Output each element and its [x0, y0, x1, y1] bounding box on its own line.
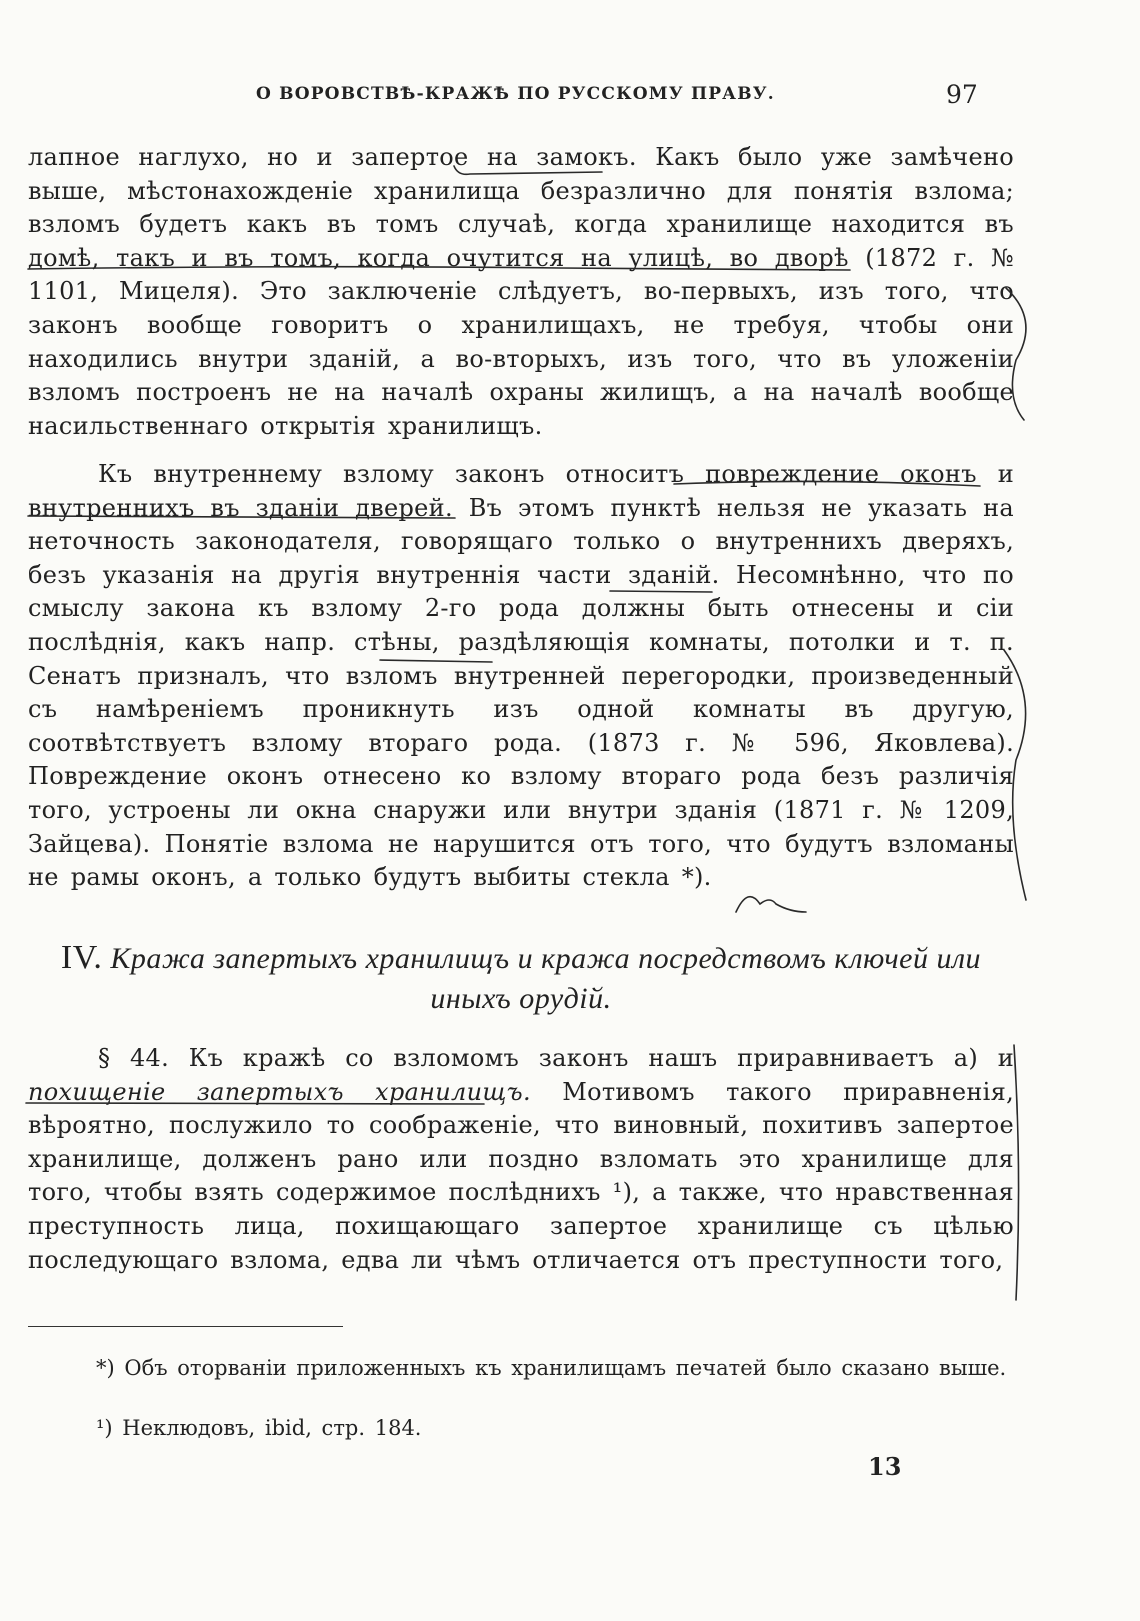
paragraph-2: Къ внутреннему взлому законъ относитъ повреждение оконъ и внутреннихъ въ зданіи дверей. Въ этомъ пунктѣ нельзя не указать на неточность законодателя, говорящаго только о внутреннихъ дверяхъ, безъ указанія на другія внутреннія части зданій. Несомнѣнно, что по смыслу закона къ взлому 2-го рода должны быть отнесены и сіи послѣднія, какъ напр. стѣны, раздѣляющія комнаты, потолки и т. п. Сенатъ призналъ, что взломъ внутренней перегородки, произведенный съ намѣреніемъ проникнуть изъ одной комнаты въ другую, соотвѣтствуетъ взлому втораго рода. (1873 г. № 596, Яковлева). Повреждение оконъ отнесено ко взлому втораго рода безъ различія того, устроены ли окна снаружи или внутри зданія (1871 г. № 1209, Зайцева). Понятіе взлома не нарушится отъ того, что будутъ взломаны не рамы оконъ, а только будутъ выбиты стекла *).: [28, 460, 1014, 892]
footnote-1: ¹) Неклюдовъ, ibid, стр. 184.: [96, 1416, 422, 1440]
section-paragraph-lead: § 44. Къ кражѣ со взломомъ законъ нашъ приравниваетъ а) и: [98, 1044, 1014, 1072]
section-paragraph-rest: Мотивомъ такого приравненія, вѣроятно, послужило то соображеніе, что виновный, похитивъ запертое хранилище, долженъ рано или поздно взломать это хранилище для того, чтобы взять содержимое послѣднихъ ¹), а также, что нравственная преступность лица, похищающаго запертое хранилище съ цѣлью последующаго взлома, едва ли чѣмъ отличается отъ преступности того,: [28, 1077, 1014, 1274]
section-paragraph: [28, 1042, 1014, 1277]
footnote-divider: [28, 1326, 343, 1327]
footnote-star: *) Объ оторваніи приложенныхъ къ хранилищамъ печатей было сказано выше.: [96, 1356, 1007, 1380]
running-title: О ВОРОВСТВѢ-КРАЖѢ ПО РУССКОМУ ПРАВУ.: [256, 84, 775, 104]
section-title: Кража запертыхъ хранилищъ и кража посредствомъ ключей или иныхъ орудій.: [110, 942, 982, 1015]
section-paragraph-emphasis: похищеніе запертыхъ хранилищъ.: [28, 1077, 531, 1106]
section-numeral: IV.: [60, 939, 103, 976]
handwritten-flourish: [736, 897, 806, 912]
section-heading: [28, 938, 1014, 1019]
paragraph-1: лапное наглухо, но и запертое на замокъ. Какъ было уже замѣчено выше, мѣстонахожденіе хранилища безразлично для понятія взлома; взломъ будетъ какъ въ томъ случаѣ, когда хранилище находится въ домѣ, такъ и въ томъ, когда очутится на улицѣ, во дворѣ (1872 г. № 1101, Мицеля). Это заключеніе слѣдуетъ, во-первыхъ, изъ того, что законъ вообще говоритъ о хранилищахъ, не требуя, чтобы они находились внутри зданій, а во-вторыхъ, изъ того, что въ уложеніи взломъ построенъ не на началѣ охраны жилищъ, а на началѣ вообще насильственнаго открытія хранилищъ.: [28, 143, 1014, 440]
signature-mark: 13: [868, 1452, 902, 1481]
page-number: 97: [946, 80, 978, 109]
margin-bracket: [1014, 1045, 1019, 1300]
